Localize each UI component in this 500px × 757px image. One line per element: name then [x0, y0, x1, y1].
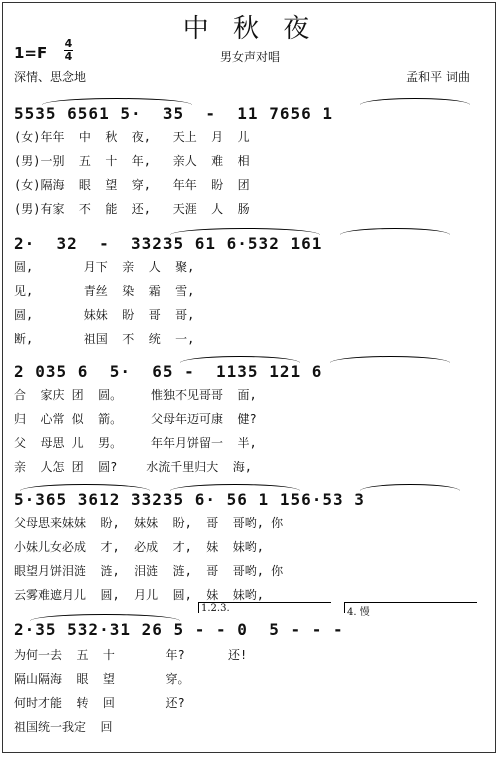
notation-line: 2·35 532·31 26 5 - - 0 5 - - - [14, 620, 344, 639]
time-bottom: 4 [64, 50, 73, 63]
lyric-line: 圆, 月下 亲 人 聚, [14, 260, 195, 274]
lyric-line: 为何一去 五 十 年? 还! [14, 648, 248, 662]
lyric-line: 见, 青丝 染 霜 雪, [14, 284, 195, 298]
lyric-line: 眼望月饼泪涟 涟, 泪涟 涟, 哥 哥哟, 你 [14, 564, 284, 578]
lyric-line: (男)有家 不 能 还, 天涯 人 肠 [14, 202, 250, 216]
notation-line: 5535 6561 5· 35 - 11 7656 1 [14, 104, 333, 123]
lyric-line: 断, 祖国 不 统 一, [14, 332, 195, 346]
notation-line: 2· 32 - 33235 61 6·532 161 [14, 234, 323, 253]
lyric-line: 合 家庆 团 圆。 惟独不见哥哥 面, [14, 388, 257, 402]
composer-credit: 孟和平 词曲 [406, 70, 470, 84]
lyric-line: 云雾难遮月儿 圆, 月儿 圆, 妹 妹哟, [14, 588, 264, 602]
lyric-line: 父母思来妹妹 盼, 妹妹 盼, 哥 哥哟, 你 [14, 516, 284, 530]
lyric-line: (男)一别 五 十 年, 亲人 难 相 [14, 154, 250, 168]
lyric-line: 何时才能 转 回 还? [14, 696, 185, 710]
song-title: 中 秋 夜 [182, 14, 318, 44]
lyric-line: 隔山隔海 眼 望 穿。 [14, 672, 190, 686]
time-signature [64, 38, 73, 63]
lyric-line: 祖国统一我定 回 [14, 720, 113, 734]
ending-2: 4. 慢 [344, 602, 477, 613]
lyric-line: 归 心常 似 箭。 父母年迈可康 健? [14, 412, 257, 426]
ending-1: 1.2.3. [198, 602, 331, 613]
lyric-line: 小妹儿女必成 才, 必成 才, 妹 妹哟, [14, 540, 264, 554]
lyric-line: (女)隔海 眼 望 穿, 年年 盼 团 [14, 178, 250, 192]
lyric-line: (女)年年 中 秋 夜, 天上 月 儿 [14, 130, 250, 144]
key-signature: 1=F [14, 44, 48, 62]
lyric-line: 父 母思 儿 男。 年年月饼留一 半, [14, 436, 257, 450]
notation-line: 2 035 6 5· 65 - 1135 121 6 [14, 362, 323, 381]
time-top: 4 [64, 37, 73, 50]
notation-line: 5·365 3612 33235 6· 56 1 156·53 3 [14, 490, 365, 509]
lyric-line: 亲 人怎 团 圆? 水流千里归大 海, [14, 460, 252, 474]
mood-marking: 深情、思念地 [14, 70, 87, 84]
song-subtitle: 男女声对唱 [219, 50, 280, 64]
lyric-line: 圆, 妹妹 盼 哥 哥, [14, 308, 195, 322]
